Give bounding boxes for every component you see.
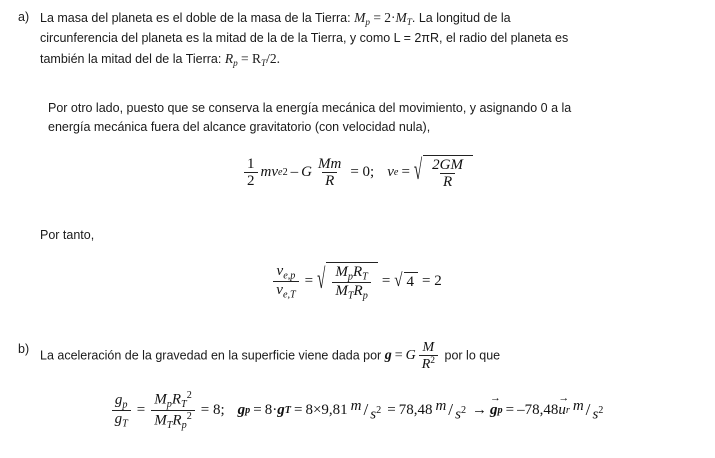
item-a-body: [40, 8, 700, 70]
gT-subscript-2: T: [284, 404, 291, 416]
unit-s-exp-2: 2: [460, 405, 467, 417]
MTRp2: [151, 410, 195, 431]
radicand: [423, 155, 473, 190]
unit-vector-symbol: u: [558, 401, 566, 418]
equation-2: [270, 262, 444, 302]
fraction-MpRT2-over-MTRp2: [151, 390, 195, 431]
R-exponent-b: 2: [430, 356, 436, 367]
gp: [112, 392, 131, 410]
item-b-text-post: por lo que: [441, 348, 501, 363]
inline-mp: [354, 10, 412, 25]
MTRp: [332, 282, 370, 301]
item-a-line1-pre: La masa del planeta es el doble de la masa de la Tierra:: [40, 11, 355, 25]
R2-denominator: [419, 355, 438, 372]
unit-s-2: s: [455, 407, 461, 424]
inline-g-equation: [385, 340, 441, 372]
R-denominator-2: R: [440, 173, 455, 190]
radical-sign-icon: √: [317, 265, 326, 297]
RT-subscript: T: [362, 271, 368, 283]
velocity-exponent: 2: [282, 167, 288, 179]
rt-subscript: T: [261, 57, 267, 68]
velocity-subscript: e: [278, 167, 283, 179]
inline-rp: [225, 51, 280, 66]
equals-sign-e3-2: =: [253, 401, 262, 418]
RT-exponent-e3: 2: [186, 390, 192, 401]
veT-symbol: v: [276, 282, 283, 299]
R-symbol-b: R: [421, 357, 431, 373]
por-otro-lado-line1: Por otro lado, puesto que se conserva la energía mecánica del movimiento, y asignando 0 a la: [48, 101, 572, 115]
fraction-MpRT-over-MTRp: [332, 264, 370, 302]
MpRT2: [151, 390, 195, 410]
equals-sign-3: =: [381, 273, 391, 290]
RT-subscript-e3: T: [181, 398, 187, 410]
unit-m-per-s2-3: m / $s^2$: [572, 398, 604, 424]
veT: [273, 281, 298, 300]
rp-symbol: R: [224, 50, 234, 66]
rp-equals: = R: [237, 50, 262, 66]
vector-g-symbol: g: [490, 401, 498, 418]
gravitational-constant: G: [301, 164, 313, 181]
unit-second-3: [592, 405, 603, 423]
unit-vector-subscript: r: [565, 404, 570, 416]
minus-sign: –: [290, 164, 299, 181]
item-a: [0, 8, 700, 70]
RT-symbol: R: [352, 264, 363, 280]
unit-meter-3: m: [572, 398, 584, 415]
fraction-one-half: [244, 156, 258, 189]
gT-subscript: T: [122, 418, 128, 430]
unit-m-per-s2-2: m / $s^2$: [435, 398, 467, 424]
equation-gravity-ratio: [0, 390, 715, 431]
square-root-2GM-over-R: [414, 155, 473, 190]
radical-sign-icon: √: [394, 271, 403, 292]
rp-subscript: p: [233, 57, 238, 68]
MT-subscript-e3: T: [166, 419, 173, 431]
unit-s-exp-1: 2: [376, 405, 382, 417]
item-a-line3: [40, 49, 680, 70]
gp-subscript-2: p: [245, 404, 251, 416]
vep-subscript: e,p: [283, 270, 296, 282]
gT-symbol: g: [114, 410, 123, 427]
mp-symbol: M: [354, 10, 366, 25]
equals-sign-e3-3: =: [293, 401, 303, 418]
square-root-4: [394, 272, 418, 291]
equals-eight: = 8;: [200, 401, 225, 418]
MpRT: [332, 264, 370, 282]
equals-sign: =: [401, 164, 410, 181]
unit-second-1: [370, 405, 381, 423]
rp-half: /2.: [266, 50, 281, 66]
mass-symbol: m: [260, 164, 272, 181]
por-otro-lado-line2: energía mecánica fuera del alcance gravitatorio (con velocidad nula),: [48, 120, 431, 135]
unit-vector-ur: [558, 402, 566, 419]
vep-symbol: v: [276, 263, 284, 279]
fraction-Mm-over-R: [315, 156, 344, 189]
equals-sign-e3-1: =: [136, 401, 146, 418]
M-numerator: M: [422, 340, 435, 355]
Mp-symbol-e3: M: [154, 391, 167, 408]
R-denominator: R: [322, 172, 337, 189]
unit-m-per-s2-1: m / $s^2$: [350, 398, 382, 424]
one-half-denominator: 2: [244, 172, 258, 189]
vector-g-subscript: p: [497, 404, 503, 416]
equation-3: [109, 390, 607, 431]
gp-subscript: p: [122, 398, 128, 410]
value-neg-78-48: –78,48: [517, 401, 559, 418]
gp-symbol: g: [114, 391, 123, 408]
Rp-subscript: p: [362, 290, 368, 302]
paragraph-por-tanto: [0, 226, 690, 245]
eight-times: 8×: [305, 401, 322, 418]
item-b-marker: b): [18, 342, 30, 356]
one-half-numerator: 1: [247, 156, 255, 172]
unit-meter-1: m: [350, 398, 362, 415]
Rp-symbol: R: [353, 283, 363, 300]
Rp-symbol-e3: R: [172, 412, 182, 429]
equals-sign-b: =: [394, 348, 403, 364]
value-9-81: 9,81: [321, 401, 348, 418]
mp-subscript: p: [365, 16, 370, 27]
escape-velocity-symbol: v: [387, 164, 394, 181]
velocity-symbol: v: [271, 164, 279, 181]
gT: [112, 410, 131, 429]
fraction-2GM-over-R: [429, 157, 466, 190]
value-78-48: 78,48: [398, 401, 433, 418]
eight-factor: 8·: [264, 401, 278, 418]
equals-two: = 2: [422, 273, 442, 290]
equals-zero: = 0;: [350, 164, 375, 181]
Mp-subscript: p: [347, 271, 353, 283]
escape-velocity-subscript: e: [393, 167, 399, 179]
veT-subscript: e,T: [282, 289, 296, 301]
Mp-symbol: M: [335, 264, 348, 280]
Mm-numerator: Mm: [318, 156, 342, 172]
gp-symbol-2: g: [237, 401, 246, 418]
item-a-line1-post: . La longitud de la: [411, 11, 511, 25]
equals-sign-e3-4: =: [387, 401, 396, 418]
radical-sign-icon: √: [413, 156, 423, 187]
mt-subscript: T: [406, 16, 412, 27]
Mp-subscript-e3: p: [166, 398, 172, 410]
paragraph-por-otro-lado: [0, 99, 690, 138]
RT-symbol-e3: R: [171, 391, 182, 408]
vector-gp: [490, 402, 498, 419]
radicand-2: [326, 262, 377, 302]
g-symbol: g: [384, 348, 392, 364]
mt-symbol: M: [395, 10, 407, 25]
radicand-4: [404, 272, 419, 291]
right-arrow-icon: →: [472, 401, 488, 418]
item-b: [0, 340, 700, 372]
vep: [274, 263, 299, 281]
MT-symbol-e3: M: [154, 412, 167, 429]
unit-meter-2: m: [435, 398, 447, 415]
G-symbol-b: G: [405, 348, 416, 364]
2GM-numerator: 2GM: [432, 157, 463, 173]
item-b-text-pre: La aceleración de la gravedad en la superficie viene dada por: [40, 348, 385, 363]
item-a-line3-pre: también la mitad del de la Tierra:: [40, 51, 225, 66]
fraction-gp-over-gT: [112, 392, 131, 430]
fraction-M-over-R2: [419, 340, 438, 372]
unit-s-3: s: [592, 407, 599, 424]
item-a-line2: circunferencia del planeta es la mitad de la de la Tierra, y como L = 2πR, el radio del planeta es: [40, 31, 569, 46]
mp-equals: = 2·: [369, 10, 396, 25]
item-b-body: [40, 340, 700, 372]
unit-s-exp-3: 2: [598, 405, 604, 417]
unit-second-2: [455, 405, 466, 423]
Rp-exponent-e3: 2: [186, 410, 192, 422]
square-root-mass-radius-ratio: [317, 262, 378, 302]
equals-sign-2: =: [304, 273, 314, 290]
equation-velocity-ratio: [0, 262, 715, 302]
item-a-marker: a): [18, 10, 30, 24]
equation-1: [241, 155, 474, 190]
gT-symbol-2: g: [277, 401, 285, 418]
unit-s-1: s: [370, 407, 377, 424]
Rp-subscript-e3: p: [181, 419, 187, 431]
MT-subscript: T: [347, 290, 354, 302]
equation-energy-conservation: [0, 155, 715, 190]
por-tanto-text: Por tanto,: [40, 228, 95, 242]
MT-symbol: M: [335, 283, 348, 300]
fraction-vep-over-veT: [273, 263, 298, 301]
four: 4: [406, 274, 415, 291]
equals-sign-e3-5: =: [505, 401, 515, 418]
